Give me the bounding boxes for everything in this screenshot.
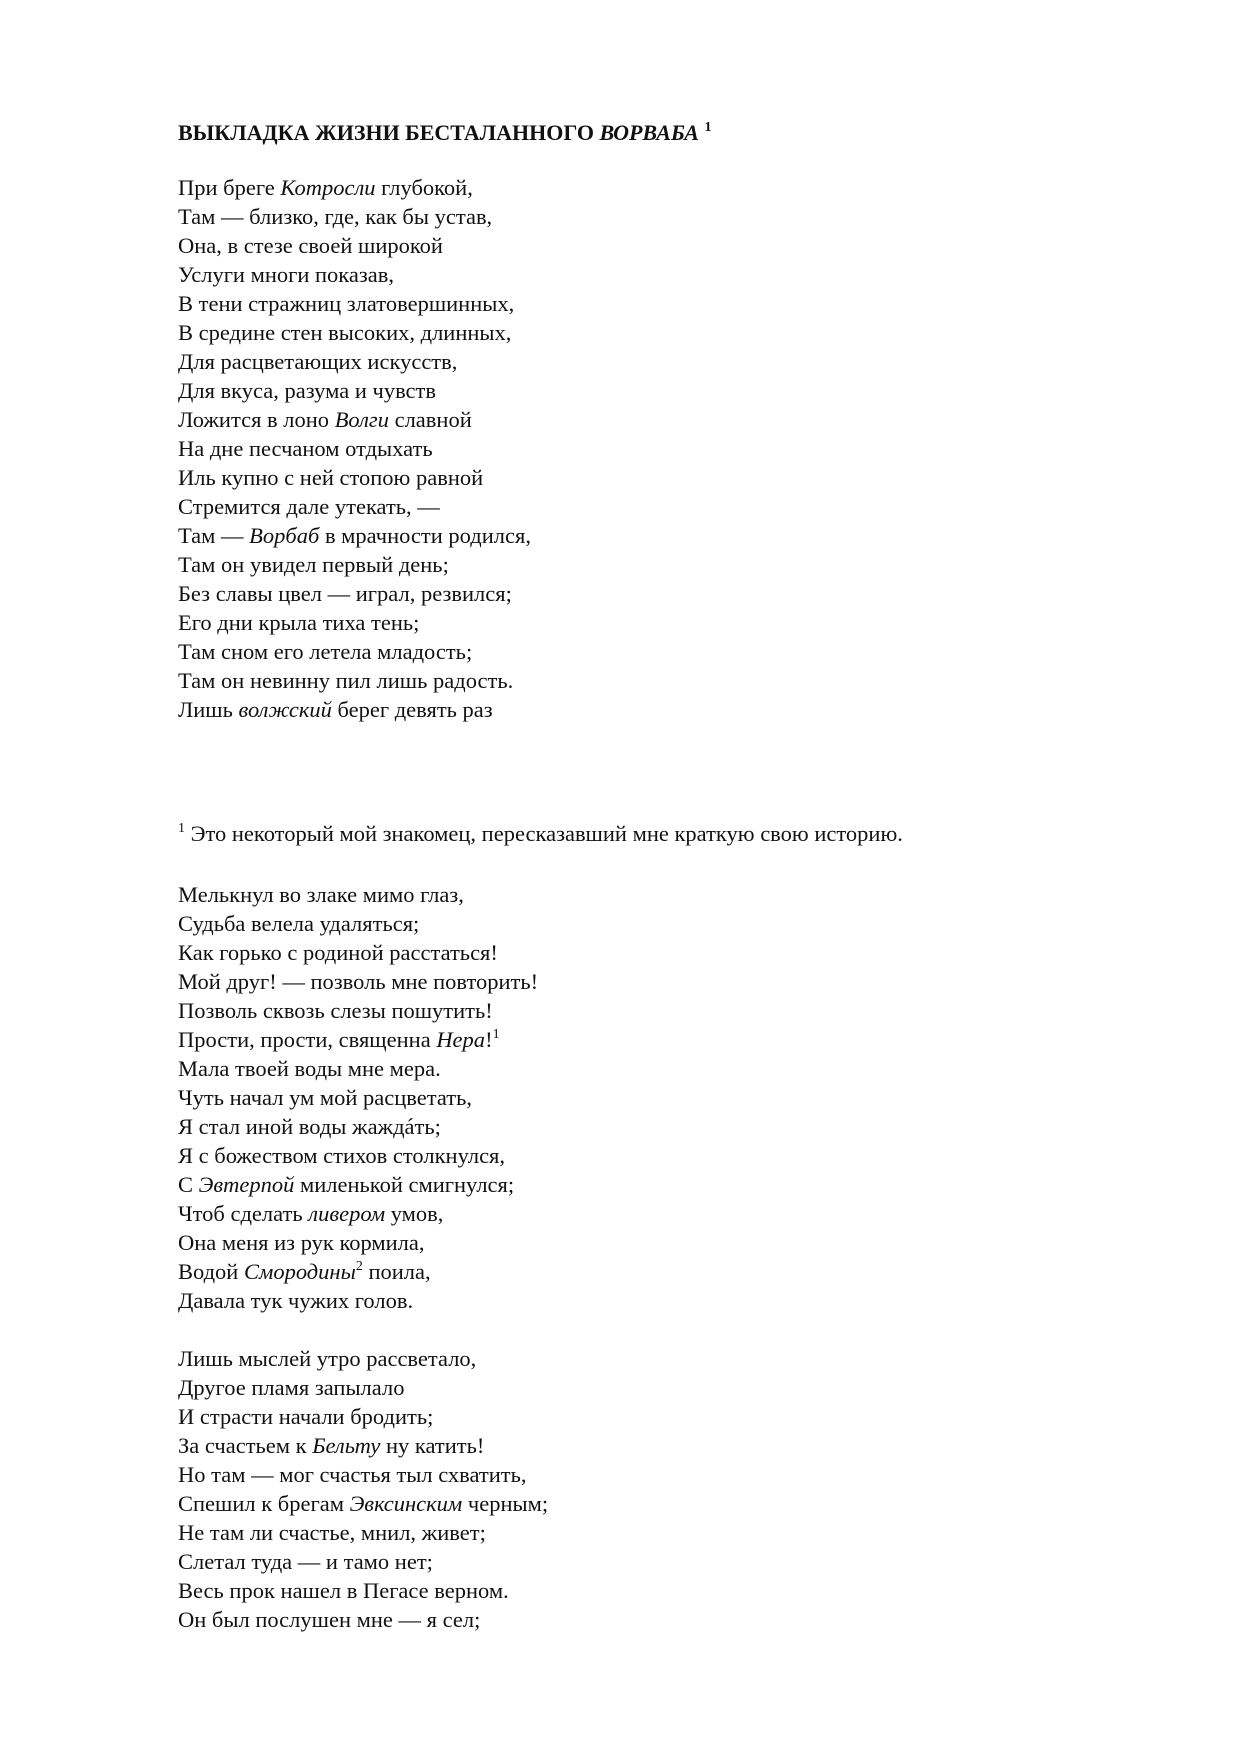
- italic-word: Эвтерпой: [198, 1172, 295, 1197]
- line-text: Мала твоей воды мне мера.: [178, 1056, 441, 1081]
- poem-line: [178, 1402, 1178, 1431]
- line-text: Слетал туда — и тамо нет;: [178, 1549, 433, 1574]
- line-text: Давала тук чужих голов.: [178, 1288, 414, 1313]
- poem-line: [178, 1344, 1178, 1373]
- poem-line: [178, 1112, 1178, 1141]
- line-text: Там он невинну пил лишь радость.: [178, 668, 514, 693]
- stanza-gap: [178, 1315, 1178, 1344]
- poem-line: [178, 608, 1178, 637]
- poem-line: [178, 909, 1178, 938]
- poem-line: [178, 463, 1178, 492]
- line-text: Я с божеством стихов столкнулся,: [178, 1143, 506, 1168]
- line-text: Прости, прости, священна: [178, 1027, 437, 1052]
- poem-line: [178, 231, 1178, 260]
- line-text: ну катить!: [380, 1433, 485, 1458]
- line-text: миленькой смигнулся;: [294, 1172, 515, 1197]
- poem-line: [178, 695, 1178, 724]
- line-text: В тени стражниц златовершинных,: [178, 291, 515, 316]
- line-text: Там сном его летела младость;: [178, 639, 473, 664]
- line-text: Там —: [178, 523, 250, 548]
- poem-line: [178, 1257, 1178, 1286]
- document-page: [178, 118, 1178, 1634]
- line-text: Судьба велела удаляться;: [178, 911, 420, 936]
- poem-line: [178, 1431, 1178, 1460]
- italic-word: Эвксинским: [349, 1491, 463, 1516]
- line-text: Мой друг! — позволь мне повторить!: [178, 969, 539, 994]
- poem-line: [178, 521, 1178, 550]
- poem-line: [178, 1228, 1178, 1257]
- footnote-text: Это некоторый мой знакомец, пересказавший мне краткую свою историю.: [185, 821, 903, 846]
- title-italic-name: ВОРВАБА: [599, 120, 699, 145]
- poem-line: [178, 1605, 1178, 1634]
- poem-line: [178, 1373, 1178, 1402]
- poem-line: [178, 289, 1178, 318]
- poem-line: [178, 202, 1178, 231]
- line-text: Там — близко, где, как бы устав,: [178, 204, 493, 229]
- title-text: ВЫКЛАДКА ЖИЗНИ БЕСТАЛАННОГО: [178, 120, 600, 145]
- italic-word: Котросли: [280, 175, 376, 200]
- line-text: Иль купно с ней стопою равной: [178, 465, 484, 490]
- poem-line: [178, 1199, 1178, 1228]
- line-text: в мрачности родился,: [319, 523, 531, 548]
- line-text: И страсти начали бродить;: [178, 1404, 434, 1429]
- line-text: Позволь сквозь слезы пошутить!: [178, 998, 493, 1023]
- italic-word: ливером: [308, 1201, 386, 1226]
- italic-word: Бельту: [312, 1433, 381, 1458]
- italic-word: Смородины: [243, 1259, 356, 1284]
- line-text: Услуги многи показав,: [178, 262, 395, 287]
- line-text: Там он увидел первый день;: [178, 552, 449, 577]
- italic-word: волжский: [238, 697, 332, 722]
- poem-line: [178, 492, 1178, 521]
- line-text: Для вкуса, разума и чувств: [178, 378, 437, 403]
- line-text: За счастьем к: [178, 1433, 313, 1458]
- line-text: Она меня из рук кормила,: [178, 1230, 425, 1255]
- poem-line: [178, 1286, 1178, 1315]
- italic-word: Нера: [436, 1027, 486, 1052]
- poem-line: [178, 347, 1178, 376]
- poem-line: [178, 1170, 1178, 1199]
- line-text: Мелькнул во злаке мимо глаз,: [178, 882, 464, 907]
- stanza-2: [178, 880, 1178, 1315]
- line-text: славной: [388, 407, 472, 432]
- line-text: Он был послушен мне — я сел;: [178, 1607, 481, 1632]
- line-text: Лишь мыслей утро рассветало,: [178, 1346, 477, 1371]
- poem-line: [178, 1518, 1178, 1547]
- poem-line: [178, 260, 1178, 289]
- line-text: берег девять раз: [331, 697, 493, 722]
- line-text: Другое пламя запылало: [178, 1375, 405, 1400]
- footnote-ref: 1: [492, 1027, 500, 1042]
- line-text: Лишь: [178, 697, 239, 722]
- line-text: Его дни крыла тиха тень;: [178, 610, 420, 635]
- footnote: [178, 819, 1178, 848]
- line-text: Без славы цвел — играл, резвился;: [178, 581, 512, 606]
- poem-line: [178, 996, 1178, 1025]
- poem-title: [178, 118, 1178, 148]
- line-text: Весь прок нашел в Пегасе верном.: [178, 1578, 509, 1603]
- poem-line: [178, 1025, 1178, 1054]
- poem-line: [178, 173, 1178, 202]
- poem-line: [178, 1141, 1178, 1170]
- line-text: В средине стен высоких, длинных,: [178, 320, 512, 345]
- poem-line: [178, 405, 1178, 434]
- poem-line: [178, 1576, 1178, 1605]
- stanza-1: [178, 173, 1178, 724]
- line-text: поила,: [362, 1259, 431, 1284]
- line-text: черным;: [462, 1491, 549, 1516]
- line-text: !: [485, 1027, 493, 1052]
- line-text: Чтоб сделать: [178, 1201, 309, 1226]
- italic-word: Ворбаб: [249, 523, 320, 548]
- line-text: Стремится дале утекать, —: [178, 494, 440, 519]
- italic-word: Волги: [334, 407, 389, 432]
- line-text: Но там — мог счастья тыл схватить,: [178, 1462, 527, 1487]
- footnote-marker: 1: [178, 821, 185, 836]
- title-footnote-ref: 1: [704, 120, 712, 135]
- line-text: Не там ли счастье, мнил, живет;: [178, 1520, 486, 1545]
- line-text: При бреге: [178, 175, 281, 200]
- poem-line: [178, 1054, 1178, 1083]
- poem-line: [178, 938, 1178, 967]
- line-text: С: [178, 1172, 199, 1197]
- poem-line: [178, 434, 1178, 463]
- poem-line: [178, 967, 1178, 996]
- footnote-ref: 2: [355, 1259, 363, 1274]
- poem-line: [178, 579, 1178, 608]
- line-text: Как горько с родиной расстаться!: [178, 940, 498, 965]
- poem-line: [178, 1547, 1178, 1576]
- line-text: Она, в стезе своей широкой: [178, 233, 443, 258]
- line-text: Спешил к брегам: [178, 1491, 350, 1516]
- stanza-3: [178, 1344, 1178, 1634]
- poem-line: [178, 376, 1178, 405]
- poem-line: [178, 1460, 1178, 1489]
- line-text: Водой: [178, 1259, 244, 1284]
- poem-line: [178, 666, 1178, 695]
- line-text: Для расцветающих искусств,: [178, 349, 458, 374]
- poem-line: [178, 1489, 1178, 1518]
- line-text: Я стал иной воды жаждáть;: [178, 1114, 441, 1139]
- poem-line: [178, 318, 1178, 347]
- line-text: На дне песчаном отдыхать: [178, 436, 433, 461]
- poem-line: [178, 550, 1178, 579]
- line-text: Ложится в лоно: [178, 407, 335, 432]
- line-text: Чуть начал ум мой расцветать,: [178, 1085, 473, 1110]
- poem-line: [178, 1083, 1178, 1112]
- poem-line: [178, 637, 1178, 666]
- poem-line: [178, 880, 1178, 909]
- line-text: глубокой,: [375, 175, 473, 200]
- line-text: умов,: [385, 1201, 444, 1226]
